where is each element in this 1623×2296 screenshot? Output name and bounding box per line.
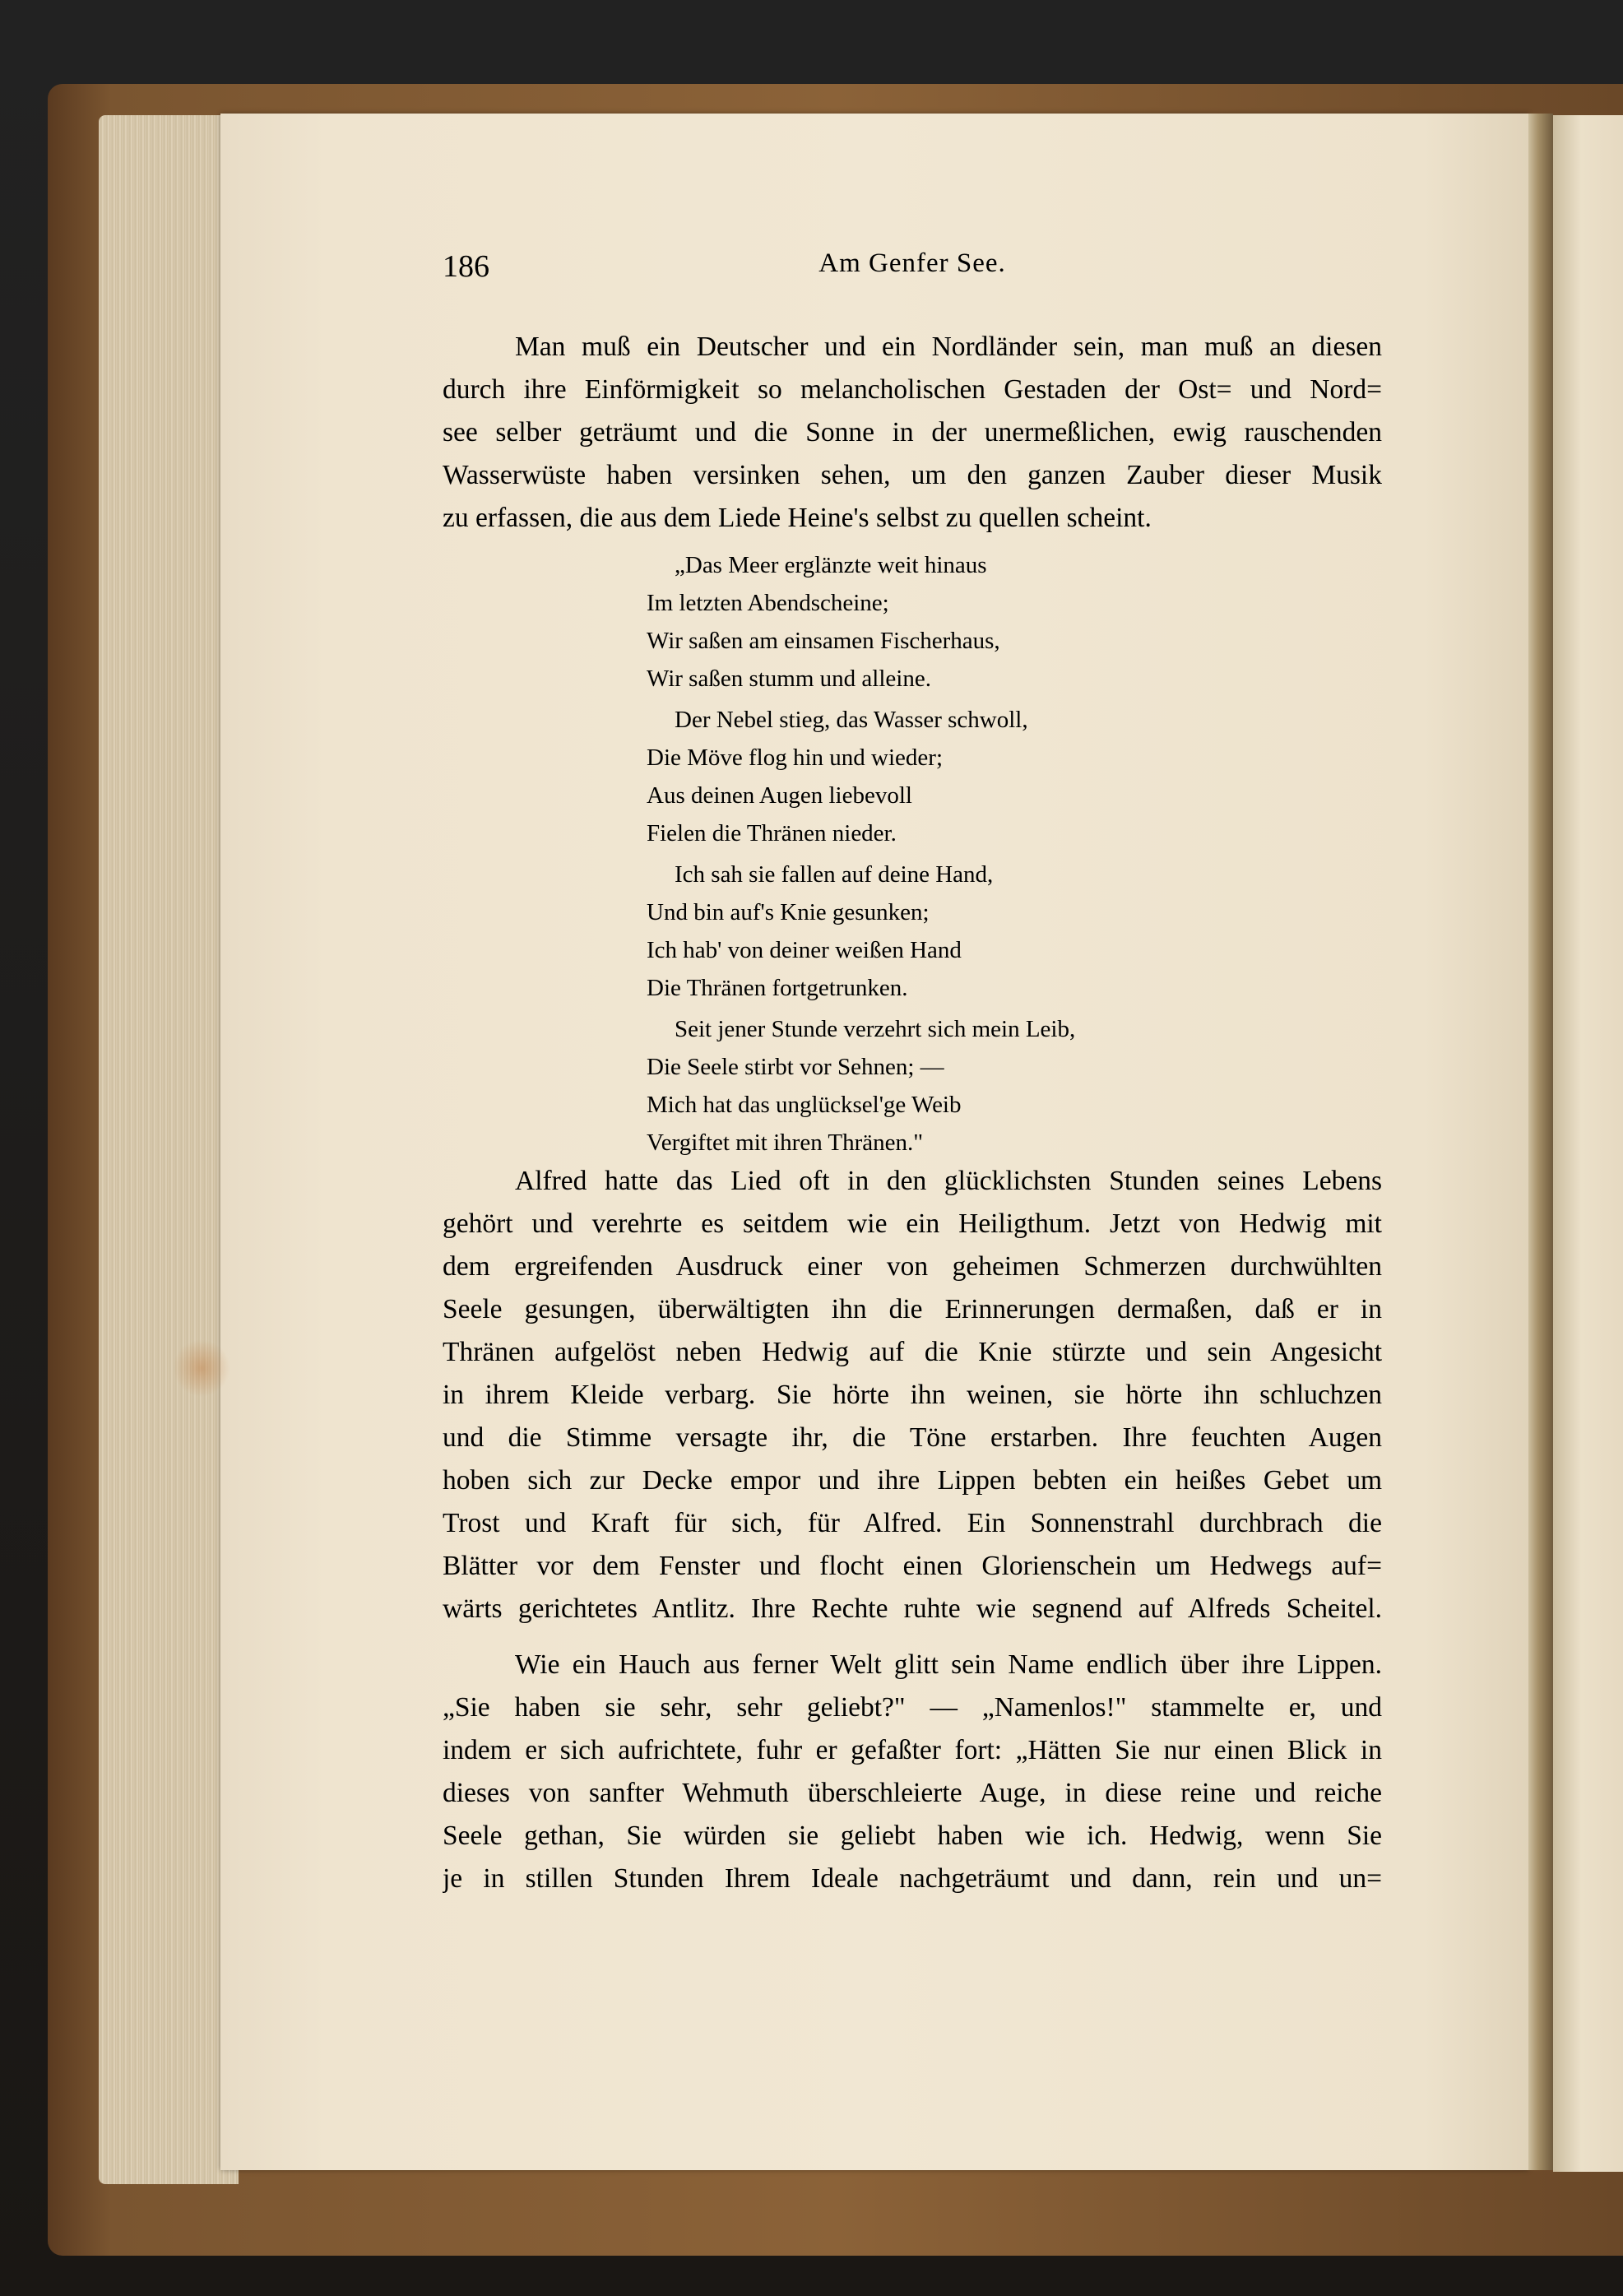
poem-line: Und bin auf's Knie gesunken; — [647, 899, 930, 925]
poem-line: Ich hab' von deiner weißen Hand — [647, 937, 962, 963]
paragraph-1 — [443, 326, 1382, 540]
book-gutter — [1528, 114, 1553, 2170]
text-line: Seele gethan, Sie würden sie geliebt haben wie ich. Hedwig, wenn Sie — [443, 1821, 1382, 1851]
poem-stanza — [647, 1010, 1222, 1162]
poem-line: Der Nebel stieg, das Wasser schwoll, — [675, 707, 1028, 733]
text-line: indem er sich aufrichtete, fuhr er gefaßter fort: „Hätten Sie nur einen Blick in — [443, 1735, 1382, 1765]
text-line: Trost und Kraft für sich, für Alfred. Ein Sonnenstrahl durchbrach die — [443, 1508, 1382, 1538]
poem-stanza — [647, 701, 1222, 852]
text-line: dem ergreifenden Ausdruck einer von geheimen Schmerzen durchwühlten — [443, 1251, 1382, 1282]
text-line: je in stillen Stunden Ihrem Ideale nachgeträumt und dann, rein und un= — [443, 1863, 1382, 1894]
poem-line: Die Thränen fortgetrunken. — [647, 975, 908, 1001]
text-line: Seele gesungen, überwältigten ihn die Erinnerungen dermaßen, daß er in — [443, 1294, 1382, 1324]
paragraph-2 — [443, 1160, 1382, 1630]
text-line: gehört und verehrte es seitdem wie ein Heiligthum. Jetzt von Hedwig mit — [443, 1208, 1382, 1239]
text-line: Man muß ein Deutscher und ein Nordländer sein, man muß an diesen — [515, 332, 1382, 362]
text-line: „Sie haben sie sehr, sehr geliebt?" — „Namenlos!" stammelte er, und — [443, 1692, 1382, 1723]
poem-line: Vergiftet mit ihren Thränen." — [647, 1129, 924, 1156]
poem-line: Mich hat das unglücksel'ge Weib — [647, 1092, 962, 1118]
poem-line: Im letzten Abendscheine; — [647, 590, 889, 616]
text-line: in ihrem Kleide verbarg. Sie hörte ihn weinen, sie hörte ihn schluchzen — [443, 1380, 1382, 1410]
poem-line: „Das Meer erglänzte weit hinaus — [675, 552, 987, 578]
poem-line: Die Möve flog hin und wieder; — [647, 744, 944, 771]
text-line: Wie ein Hauch aus ferner Welt glitt sein Name endlich über ihre Lippen. — [515, 1649, 1382, 1680]
running-head: Am Genfer See. — [818, 248, 1006, 278]
text-line: und die Stimme versagte ihr, die Töne erstarben. Ihre feuchten Augen — [443, 1422, 1382, 1453]
poem-line: Wir saßen stumm und alleine. — [647, 666, 931, 692]
poem — [647, 546, 1222, 1162]
poem-stanza — [647, 546, 1222, 698]
facing-page-edge — [1553, 115, 1623, 2172]
text-line: wärts gerichtetes Antlitz. Ihre Rechte ruhte wie segnend auf Alfreds Scheitel. — [443, 1593, 1382, 1624]
page-header — [443, 248, 1382, 290]
poem-line: Aus deinen Augen liebevoll — [647, 782, 912, 809]
text-line: zu erfassen, die aus dem Liede Heine's selbst zu quellen scheint. — [443, 503, 1152, 533]
poem-line: Die Seele stirbt vor Sehnen; — — [647, 1054, 944, 1080]
page-stack-edges — [99, 115, 239, 2184]
text-line: durch ihre Einförmigkeit so melancholischen Gestaden der Ost= und Nord= — [443, 374, 1382, 405]
text-line: dieses von sanfter Wehmuth überschleierte Auge, in diese reine und reiche — [443, 1778, 1382, 1808]
text-line: see selber geträumt und die Sonne in der unermeßlichen, ewig rauschenden — [443, 417, 1382, 448]
text-line: Thränen aufgelöst neben Hedwig auf die Knie stürzte und sein Angesicht — [443, 1337, 1382, 1367]
page-stain — [173, 1339, 230, 1397]
poem-line: Seit jener Stunde verzehrt sich mein Leib, — [675, 1016, 1076, 1042]
text-line: Blätter vor dem Fenster und flocht einen Glorienschein um Hedwegs auf= — [443, 1551, 1382, 1581]
poem-stanza — [647, 856, 1222, 1007]
paragraph-3 — [443, 1644, 1382, 1900]
poem-line: Wir saßen am einsamen Fischerhaus, — [647, 628, 1000, 654]
poem-line: Fielen die Thränen nieder. — [647, 820, 897, 847]
poem-line: Ich sah sie fallen auf deine Hand, — [675, 861, 994, 888]
text-line: hoben sich zur Decke empor und ihre Lippen bebten ein heißes Gebet um — [443, 1465, 1382, 1496]
page-number: 186 — [443, 249, 489, 284]
text-line: Wasserwüste haben versinken sehen, um den ganzen Zauber dieser Musik — [443, 460, 1382, 490]
text-line: Alfred hatte das Lied oft in den glücklichsten Stunden seines Lebens — [515, 1166, 1382, 1196]
